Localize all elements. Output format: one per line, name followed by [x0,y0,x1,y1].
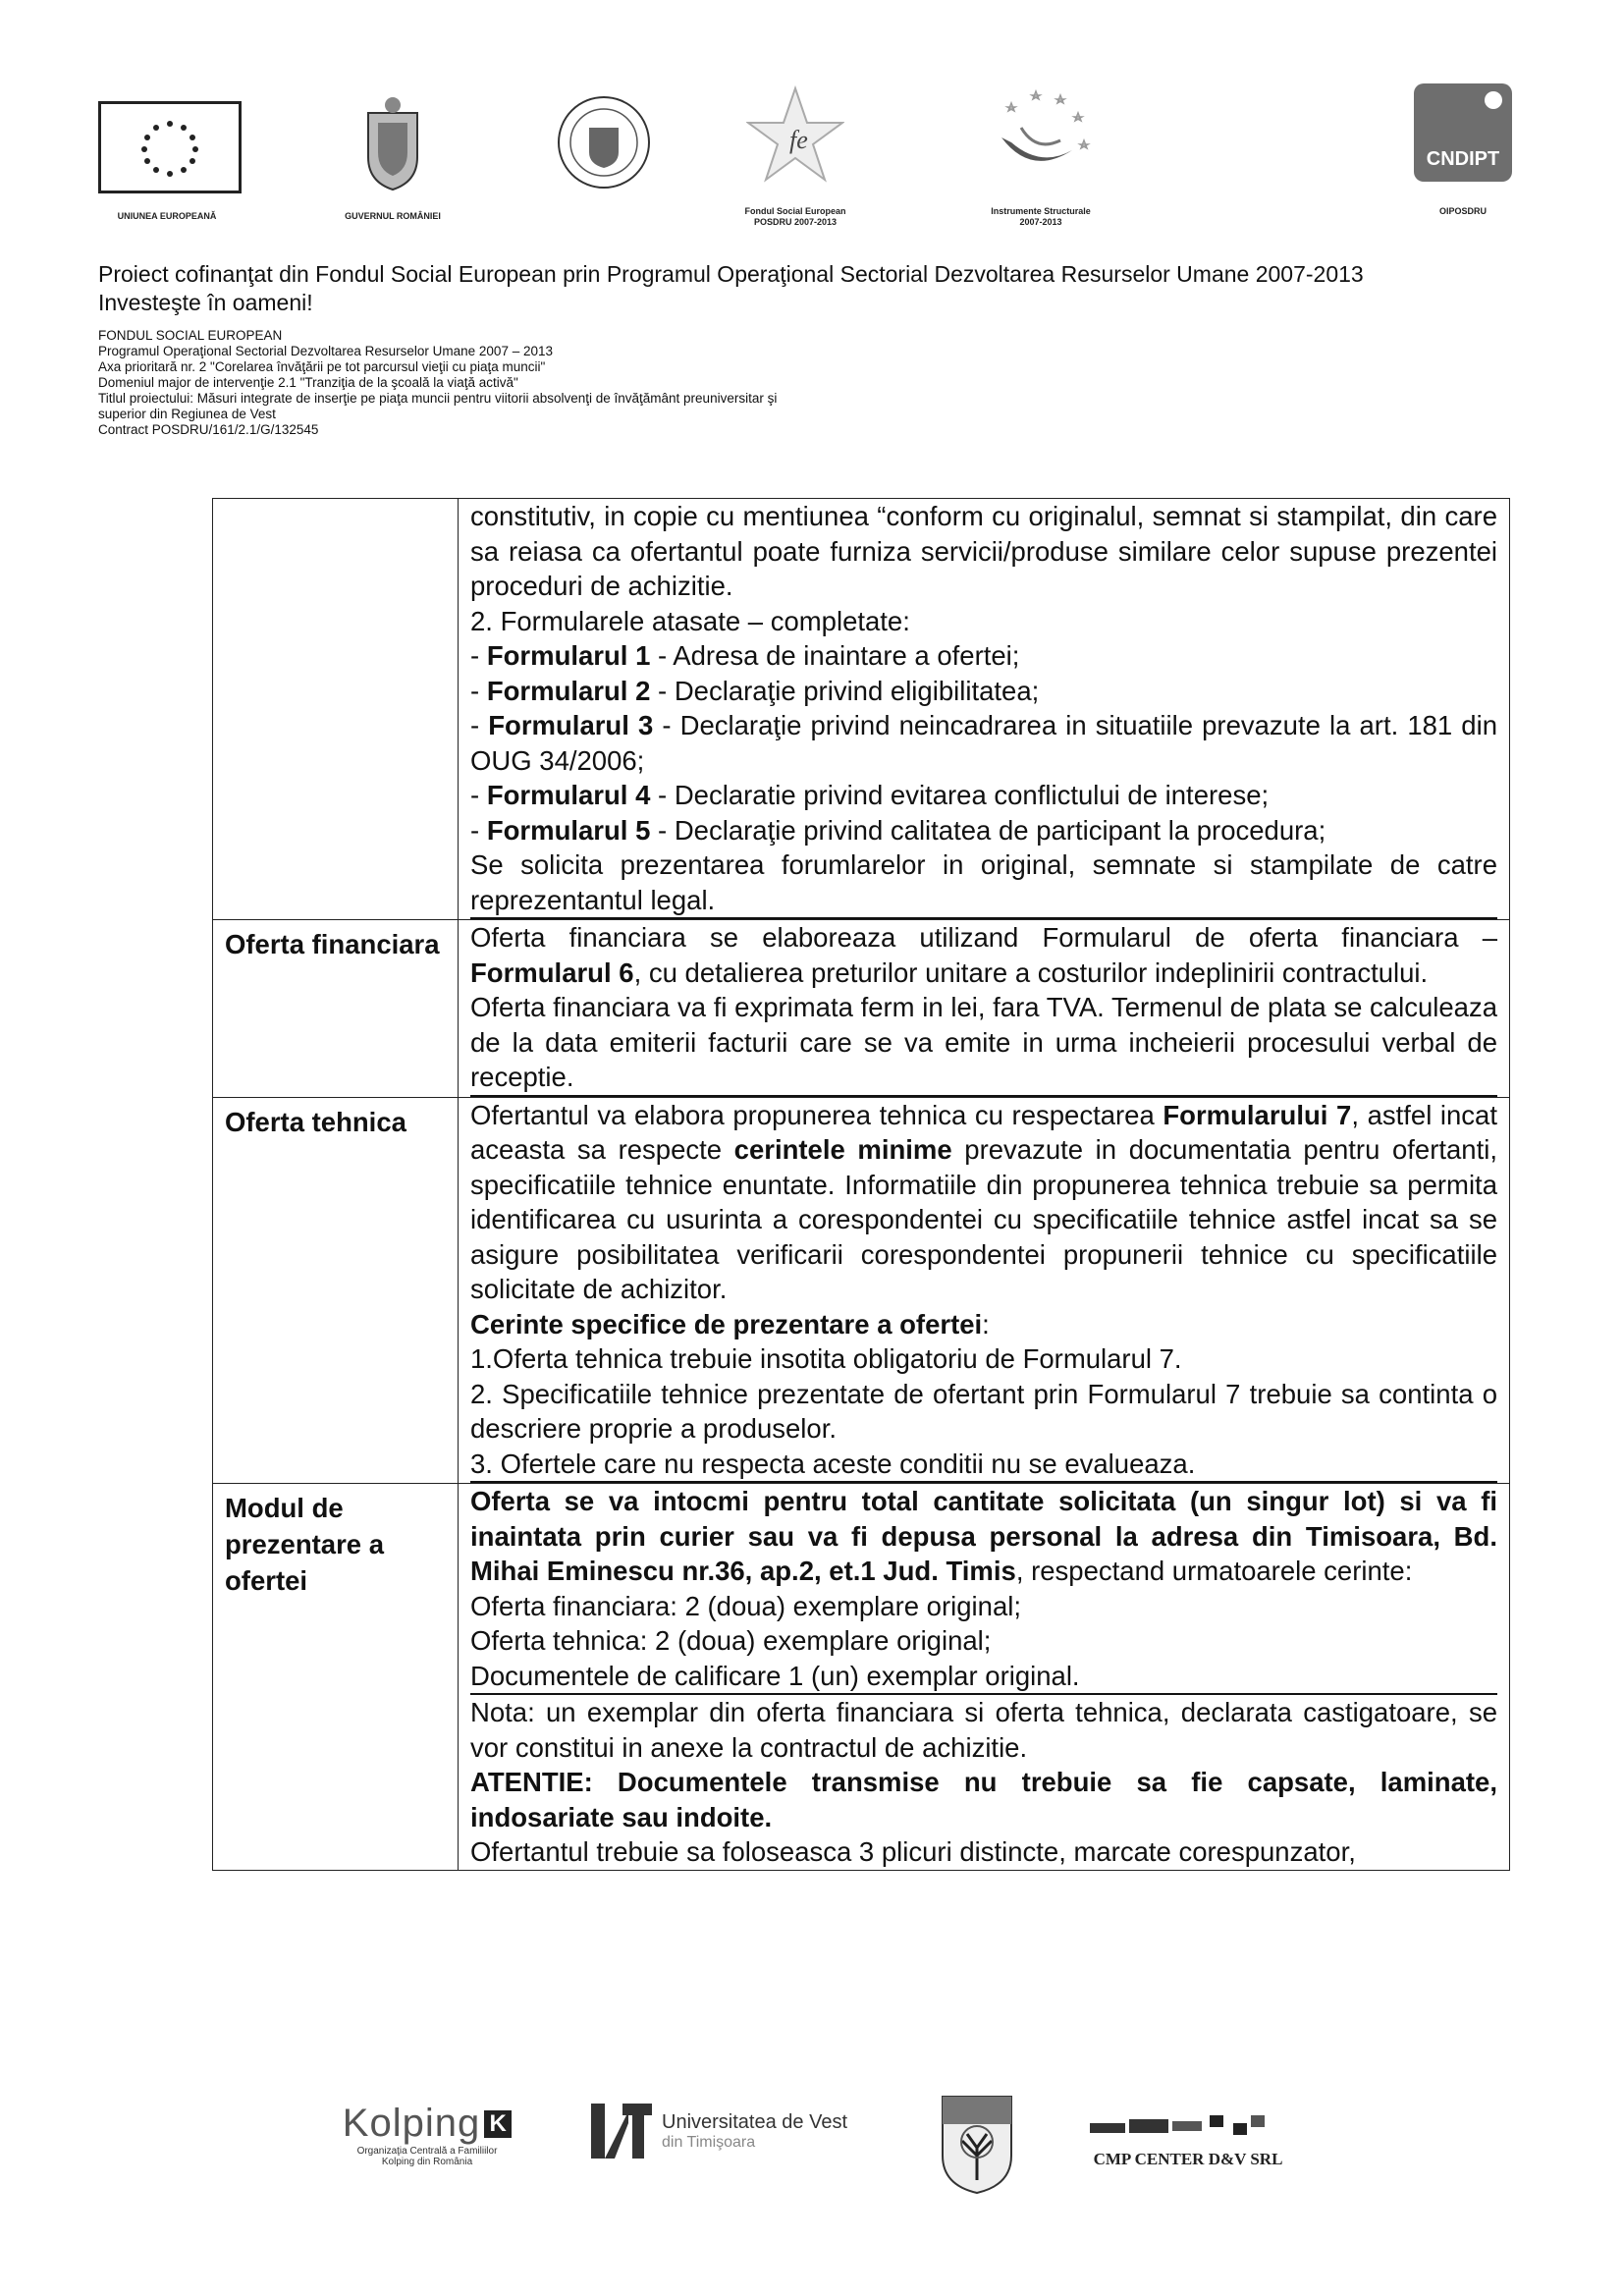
cndipt-dot-icon [1485,91,1502,109]
detail-domain: Domeniul major de intervenţie 2.1 "Tranziţia de la şcoală la viaţă activă" [98,375,518,390]
offer-requirements-table [212,498,1510,1871]
forms-heading: 2. Formularele atasate – completate: [470,605,910,636]
fse-label [697,206,893,228]
financial-offer-para-2: Oferta financiara va fi exprimata ferm in lei, fara TVA. Termenul de plata se calculeaza de la data emiterii facturii care se va emite in urma incheierii procesului verbal de receptie. [470,990,1497,1097]
fse-star-icon [746,83,844,191]
copies-qualification: Documentele de calificare 1 (un) exemplar original. [470,1659,1497,1696]
copies-technical: Oferta tehnica: 2 (doua) exemplare original; [470,1625,992,1656]
submission-mode-content [459,1484,1510,1871]
technical-offer-label: Oferta tehnica [213,1097,459,1484]
copies-financial: Oferta financiara: 2 (doua) exemplare original; [470,1590,1021,1621]
constitutiv-paragraph: constitutiv, in copie cu mentiunea “conform cu originalul, semnat si stampilat, din care sa reiasa ca ofertantul poate furniza servicii/produse similare celor supuse prezentei proceduri de achizitie. [470,501,1497,601]
form-1-item: - Formularul 1 - Adresa de inaintare a ofertei; [470,640,1020,671]
detail-program: Programul Operaţional Sectorial Dezvoltarea Resurselor Umane 2007 – 2013 [98,344,553,358]
svg-text:fe: fe [789,126,808,154]
table-row-technical-offer [213,1097,1510,1484]
cndipt-text: CNDIPT [1426,148,1500,170]
technical-offer-para-1: Ofertantul va elabora propunerea tehnica cu respectarea Formularului 7, astfel incat aceasta sa respecte cerintele minime prevazute in documentatia pentru ofertanti, specificatiile tehnice enuntate. Informatiile din propunerea tehnica trebuie sa permita identificarea cu usurinta a corespondentei cu specificatiile tehnice astfel incat sa se asigure posibilitatea verificarii corespondentei propunerii tehnice cu specificatiile solicitate de achizitor. [470,1099,1497,1304]
cmp-bars-icon [1080,2109,1296,2139]
row1-label-cell [213,499,459,920]
envelopes-note: Ofertantul trebuie sa foloseasca 3 plicuri distincte, marcate corespunzator, [470,1836,1356,1867]
fse-label-line2: POSDRU 2007-2013 [753,217,838,227]
uvt-emblem-icon [589,2102,654,2160]
ministry-seal-icon [555,93,653,191]
kolping-sub-2: Kolping din România [381,2157,473,2167]
tech-requirement-3: 3. Ofertele care nu respecta aceste conditii nu se evalueaza. [470,1447,1497,1484]
tech-requirement-2: 2. Specificatiile tehnice prezentate de ofertant prin Formularul 7 trebuie sa continta o descriere proprie a produselor. [470,1378,1497,1444]
eu-label: UNIUNEA EUROPEANĂ [117,211,217,221]
detail-axis: Axa prioritară nr. 2 "Corelarea învăţării pe tot parcursul vieţii cu piaţa muncii" [98,359,546,374]
detail-title: Titlul proiectului: Măsuri integrate de inserţie pe piaţa muncii pentru viitorii absolvenţi de învăţământ preuniversitar şi [98,391,778,406]
uvt-name: Universitatea de Vest [662,2110,847,2133]
project-details [98,328,777,438]
technical-offer-content [459,1097,1510,1484]
eu-flag-logo [98,101,242,193]
is-label [952,206,1129,228]
form-5-item: - Formularul 5 - Declaraţie privind calitatea de participant la procedura; [470,814,1326,846]
submission-mode-label: Modul de prezentare a ofertei [213,1484,459,1871]
row1-content-cell [459,499,1510,920]
specific-requirements-heading: Cerinte specifice de prezentare a ofertei: [470,1308,990,1339]
attention-note: ATENTIE: Documentele transmise nu trebuie sa fie capsate, laminate, indosariate sau indoite. [470,1767,1497,1832]
table-row-submission-mode [213,1484,1510,1871]
romania-coat-of-arms-icon [358,93,427,191]
submission-address-para: Oferta se va intocmi pentru total cantitate solicitata (un singur lot) si va fi inaintata prin curier sau va fi depusa personal la adresa din Timisoara, Bd. Mihai Eminescu nr.36, ap.2, et.1 Jud. Timis, respectand urmatoarele cerinte: [470,1486,1497,1586]
financial-offer-content [459,920,1510,1098]
structural-instruments-icon [982,83,1100,191]
financial-offer-para-1: Oferta financiara se elaboreaza utilizand Formularul de oferta financiara – Formularul 6, cu detalierea preturilor unitare a costurilor indeplinirii contractului. [470,922,1497,988]
fse-label-line1: Fondul Social European [744,206,846,216]
form-3-item: - Formularul 3 - Declaraţie privind neincadrarea in situatiile prevazute la art. 181 din OUG 34/2006; [470,710,1497,776]
detail-contract: Contract POSDRU/161/2.1/G/132545 [98,422,319,437]
slogan-line: Investeşte în oameni! [98,290,313,315]
is-label-line1: Instrumente Structurale [991,206,1091,216]
detail-title-cont: superior din Regiunea de Vest [98,407,276,421]
oiposdru-label: OIPOSDRU [1438,206,1487,216]
tech-requirement-1: 1.Oferta tehnica trebuie insotita obligatoriu de Formularul 7. [470,1343,1182,1374]
uvt-logo [589,2102,884,2160]
financial-offer-label: Oferta financiara [213,920,459,1098]
detail-fund: FONDUL SOCIAL EUROPEAN [98,328,283,343]
form-4-item: - Formularul 4 - Declaratie privind evitarea conflictului de interese; [470,780,1270,810]
kolping-k-icon: K [484,2110,512,2138]
kolping-sub-1: Organizaţia Centrală a Familiilor [356,2146,498,2157]
is-label-line2: 2007-2013 [1019,217,1062,227]
uvt-city: din Timişoara [662,2133,756,2151]
cndipt-logo [1414,83,1512,182]
table-row-financial-offer [213,920,1510,1098]
contract-annex-note: Nota: un exemplar din oferta financiara si oferta tehnica, declarata castigatoare, se vor constitui in anexe la contractul de achizitie. [470,1697,1497,1763]
tree-crest-icon [938,2087,1016,2195]
gov-label: GUVERNUL ROMÂNIEI [345,211,441,221]
cmp-center-logo [1080,2109,1296,2169]
form-2-item: - Formularul 2 - Declaraţie privind eligibilitatea; [470,675,1040,706]
kolping-logo [314,2102,540,2167]
kolping-wordmark: Kolping [342,2102,481,2145]
original-forms-note: Se solicita prezentarea forumlarelor in original, semnate si stampilate de catre reprezentantul legal. [470,847,1497,919]
eu-stars-icon [101,104,239,191]
table-row-documents [213,499,1510,920]
cmp-name: CMP CENTER D&V SRL [1093,2150,1283,2168]
cofinancing-line: Proiect cofinanţat din Fondul Social European prin Programul Operaţional Sectorial Dezvoltarea Resurselor Umane 2007-2013 [98,261,1364,287]
